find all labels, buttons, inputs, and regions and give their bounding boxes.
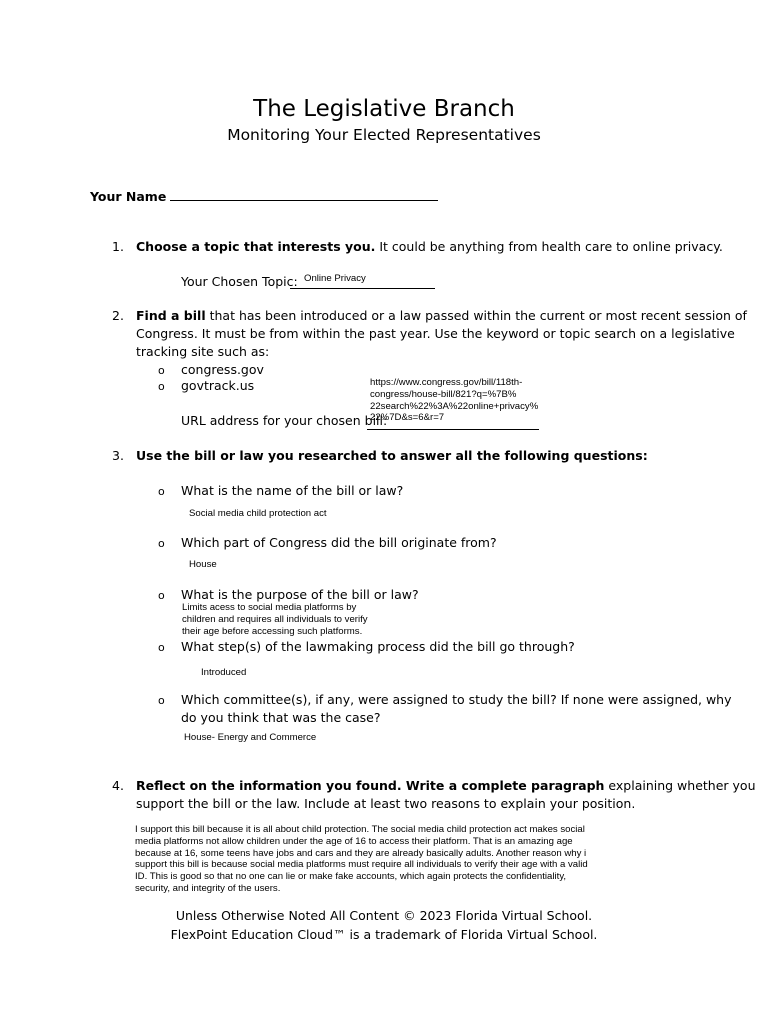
question-4-text-2: support the bill or the law. Include at least two reasons to explain your position. — [136, 796, 636, 811]
question-number: 3. — [112, 448, 124, 463]
question-3-bold: Use the bill or law you researched to answer all the following questions: — [136, 448, 648, 463]
url-label: URL address for your chosen bill: — [181, 413, 388, 428]
site-item-govtrack — [158, 377, 254, 396]
question-1-text: It could be anything from health care to online privacy. — [375, 239, 723, 254]
question-2-bold: Find a bill — [136, 308, 206, 323]
question-2-text-1: that has been introduced or a law passed within the current or most recent session of — [205, 308, 747, 323]
answer-name: Social media child protection act — [189, 508, 327, 519]
question-number: 1. — [112, 239, 124, 254]
answer-committee: House- Energy and Commerce — [184, 732, 317, 743]
bullet-icon: o — [158, 485, 165, 498]
subquestion-committee: o Which committee(s), if any, were assigned to study the bill? If none were assigned, why — [158, 691, 732, 710]
name-label: Your Name — [90, 189, 167, 204]
site-label: govtrack.us — [181, 378, 255, 393]
url-field[interactable] — [367, 414, 539, 434]
question-4-text-1: explaining whether you — [604, 778, 756, 793]
question-1-bold: Choose a topic that interests you. — [136, 239, 376, 254]
question-2-text-3: tracking site such as: — [136, 344, 270, 359]
page-subtitle: Monitoring Your Elected Representatives — [227, 126, 541, 144]
answer-steps: Introduced — [201, 667, 247, 678]
paragraph-answer: I support this bill because it is all about child protection. The social media child protection act makes social media platforms not allow children under the age of 16 to access their platform. That is an amazing age because at 16, some teens have jobs and cars and they are already basically adults. Another reason why i support this bill is because social media platforms must require all individuals to verify their age with a valid ID. This is good so that no one can lie or make fake accounts, which again protects the confidentiality, security, and integrity of the users. — [135, 824, 588, 894]
question-3 — [112, 447, 648, 465]
subquestion-committee-line2: do you think that was the case? — [181, 710, 381, 725]
subquestion-origin: o Which part of Congress did the bill originate from? — [158, 534, 497, 553]
bullet-icon: o — [158, 694, 165, 707]
answer-purpose: Limits acess to social media platforms by children and requires all individuals to verify their age before accessing such platforms. — [182, 602, 368, 637]
question-2-text-2: Congress. It must be from within the past year. Use the keyword or topic search on a legislative — [136, 326, 735, 341]
url-answer: https://www.congress.gov/bill/118th- congress/house-bill/821?q=%7B% 22search%22%3A%22online+privacy% 22%7D&s=6&r=7 — [370, 377, 539, 424]
question-4 — [112, 777, 756, 795]
subquestion-purpose: o What is the purpose of the bill or law? — [158, 586, 419, 605]
question-number: 4. — [112, 778, 124, 793]
bullet-icon: o — [158, 589, 165, 602]
answer-origin: House — [189, 559, 217, 570]
page-title: The Legislative Branch — [253, 96, 515, 122]
name-blank[interactable] — [170, 187, 438, 201]
topic-label: Your Chosen Topic: — [181, 274, 298, 289]
name-field — [90, 187, 438, 206]
bullet-icon: o — [158, 380, 165, 393]
bullet-icon: o — [158, 364, 165, 377]
footer-copyright: Unless Otherwise Noted All Content © 2023 Florida Virtual School. — [175, 908, 593, 923]
question-number: 2. — [112, 308, 124, 323]
question-4-bold: Reflect on the information you found. Write a complete paragraph — [136, 778, 605, 793]
footer-trademark: FlexPoint Education Cloud™ is a trademark of Florida Virtual School. — [170, 927, 598, 942]
site-label: congress.gov — [181, 362, 264, 377]
topic-answer: Online Privacy — [304, 273, 366, 284]
bullet-icon: o — [158, 537, 165, 550]
bullet-icon: o — [158, 641, 165, 654]
subquestion-steps: o What step(s) of the lawmaking process did the bill go through? — [158, 638, 575, 657]
question-1 — [112, 238, 723, 256]
subquestion-name: o What is the name of the bill or law? — [158, 482, 403, 501]
question-2 — [112, 307, 747, 325]
url-blank — [367, 414, 539, 430]
